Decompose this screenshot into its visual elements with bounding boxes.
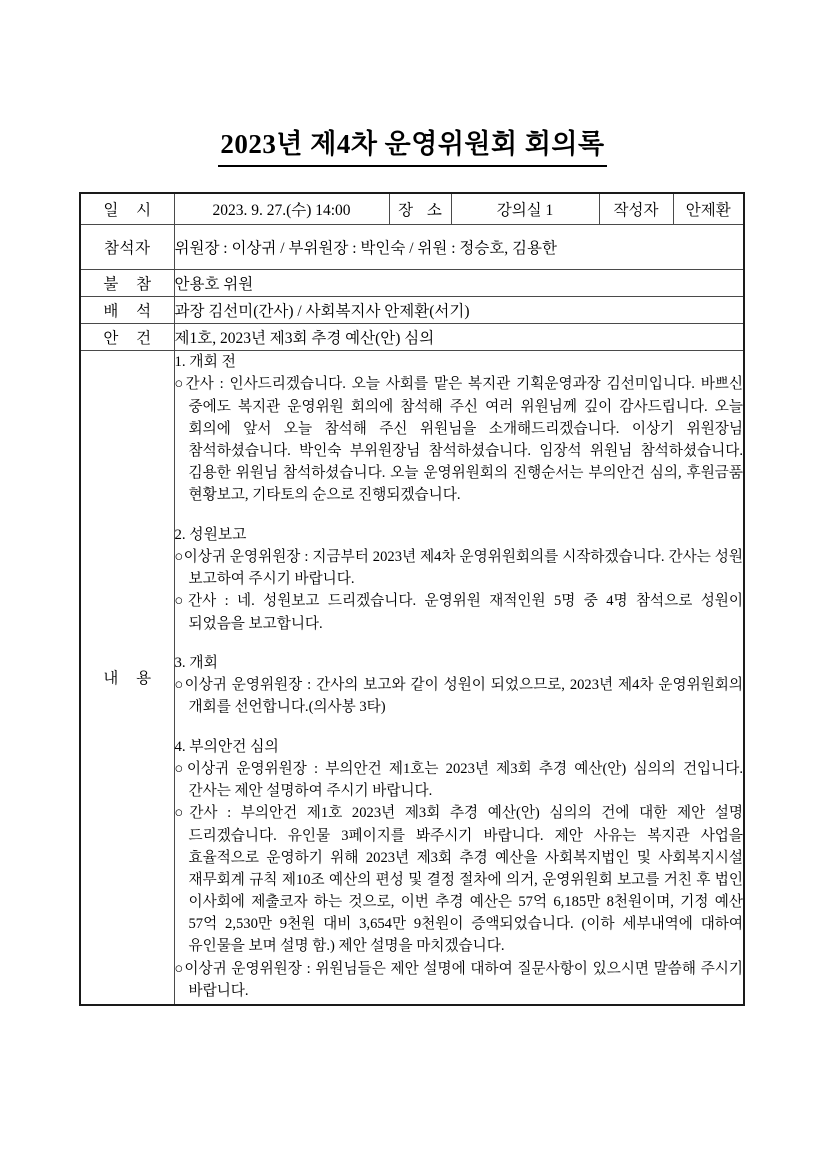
page-title <box>0 128 825 167</box>
label-datetime: 일 시 <box>80 193 174 225</box>
value-attendees: 위원장 : 이상귀 / 부위원장 : 박인숙 / 위원 : 정승호, 김용한 <box>174 225 744 270</box>
value-observers: 과장 김선미(간사) / 사회복지사 안제환(서기) <box>174 297 744 324</box>
section-spacer <box>175 637 744 652</box>
label-attendees: 참석자 <box>80 225 174 270</box>
section-paragraph: ○간사 : 네. 성원보고 드리겠습니다. 운영위원 재적인원 5명 중 4명 참석으로 성원이 되었음을 보고합니다. <box>174 593 743 632</box>
section-paragraph: ○간사 : 부의안건 제1호 2023년 제3회 추경 예산(안) 심의의 건에 대한 제안 설명 드리겠습니다. 유인물 3페이지를 봐주시기 바랍니다. 제안 사유는 복지관 사업을 효율적으로 운영하기 위해 2023년 제3회 추경 예산을 사회복지법인 및 사회복지시설 재무회계 규칙 제10조 예산의 편성 및 결정 절차에 의거, 운영위원회 보고를 거친 후 법인 이사회에 제출코자 하는 것으로, 이번 추경 예산은 57억 6,185만 8천원이며, 기정 예산 57억 2,530만 9천원 대비 3,654만 9천원이 증액되었습니다. (이하 세부내역에 대하여 유인물을 보며 설명 함.) 제안 설명을 마치겠습니다. <box>174 805 743 955</box>
page-title-text: 2023년 제4차 운영위원회 회의록 <box>218 128 606 167</box>
section-heading: 2. 성원보고 <box>174 526 247 543</box>
label-writer: 작성자 <box>599 193 673 225</box>
value-place: 강의실 1 <box>451 193 599 225</box>
minutes-section <box>175 736 744 1002</box>
table-row-content <box>80 351 744 1005</box>
section-paragraph: ○간사 : 인사드리겠습니다. 오늘 사회를 맡은 복지관 기획운영과장 김선미입니다. 바쁘신 중에도 복지관 운영위원 회의에 참석해 주신 여러 위원님께 깊이 감사드립니다. 오늘 회의에 앞서 오늘 참석해 주신 위원님을 소개해드리겠습니다. 이상기 위원장님 참석하셨습니다. 박인숙 부위원장님 참석하셨습니다. 임장석 위원님 참석하셨습니다. 김용한 위원님 참석하셨습니다. 오늘 운영위원회의 진행순서는 부의안건 심의, 후원금품 현황보고, 기타토의 순으로 진행되겠습니다. <box>174 376 744 504</box>
minutes-section <box>175 652 744 719</box>
section-heading: 4. 부의안건 심의 <box>174 738 279 755</box>
minutes-section <box>175 524 744 635</box>
content-body <box>174 351 744 1005</box>
section-heading: 3. 개회 <box>174 654 218 671</box>
section-paragraph: ○이상귀 운영위원장 : 간사의 보고와 같이 성원이 되었으므로, 2023년 제4차 운영위원회의 개회를 선언합니다.(의사봉 3타) <box>174 677 743 716</box>
label-observers: 배 석 <box>80 297 174 324</box>
section-spacer <box>175 509 744 524</box>
section-heading: 1. 개회 전 <box>174 354 236 370</box>
section-spacer <box>175 721 744 736</box>
value-agenda: 제1호, 2023년 제3회 추경 예산(안) 심의 <box>174 324 744 351</box>
minutes-sections <box>175 351 744 1002</box>
table-row-absent <box>80 270 744 297</box>
label-agenda: 안 건 <box>80 324 174 351</box>
label-content: 내 용 <box>80 351 174 1005</box>
table-row-agenda <box>80 324 744 351</box>
label-absent: 불 참 <box>80 270 174 297</box>
label-place: 장 소 <box>389 193 451 225</box>
table-row-datetime <box>80 193 744 225</box>
table-row-attendees <box>80 225 744 270</box>
minutes-section <box>175 351 744 507</box>
table-row-observers <box>80 297 744 324</box>
section-paragraph: ○이상귀 운영위원장 : 위원님들은 제안 설명에 대하여 질문사항이 있으시면 말씀해 주시기 바랍니다. <box>174 960 743 999</box>
meeting-info-table <box>79 192 745 1006</box>
value-absent: 안용호 위원 <box>174 270 744 297</box>
value-writer: 안제환 <box>673 193 744 225</box>
section-paragraph: ○이상귀 운영위원장 : 부의안건 제1호는 2023년 제3회 추경 예산(안) 심의의 건입니다. 간사는 제안 설명하여 주시기 바랍니다. <box>174 761 743 800</box>
section-paragraph: ○이상귀 운영위원장 : 지금부터 2023년 제4차 운영위원회의를 시작하겠습니다. 간사는 성원 보고하여 주시기 바랍니다. <box>174 549 743 588</box>
value-datetime: 2023. 9. 27.(수) 14:00 <box>174 193 389 225</box>
